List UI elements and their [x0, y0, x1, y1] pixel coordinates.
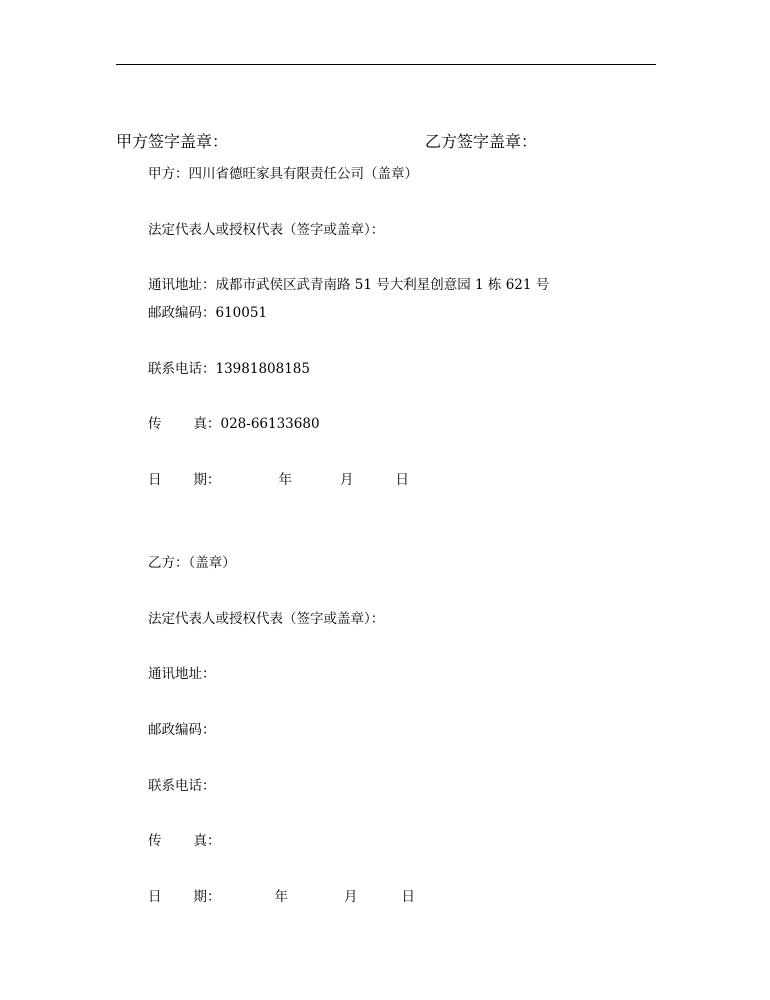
fax-value: 真： [193, 833, 221, 849]
party-a-sign-heading: 甲方签字盖章： [116, 132, 229, 151]
date-year: 年 [278, 472, 292, 488]
date-month: 月 [340, 472, 354, 488]
party-b-date [148, 888, 415, 906]
date-day: 日 [395, 472, 409, 488]
party-b-sign-heading: 乙方签字盖章： [425, 132, 538, 151]
party-a-postcode: 邮政编码：610051 [148, 305, 268, 321]
fax-label-char-1: 传 [148, 416, 162, 432]
party-a-name: 甲方：四川省德旺家具有限责任公司（盖章） [148, 166, 418, 182]
date-month: 月 [344, 889, 358, 905]
party-a-date [148, 471, 409, 489]
party-a-phone: 联系电话：13981808185 [148, 361, 310, 377]
date-label-char-2: 期： [193, 472, 221, 488]
party-b-phone: 联系电话： [148, 778, 216, 794]
date-label-char-2: 期： [193, 889, 221, 905]
date-label-char-1: 日 [148, 472, 162, 488]
top-divider [116, 64, 656, 65]
fax-label-char-1: 传 [148, 833, 162, 849]
fax-value: 真：028-66133680 [193, 416, 320, 432]
party-b-fax [148, 832, 221, 850]
party-a-address: 通讯地址：成都市武侯区武青南路 51 号大利星创意园 1 栋 621 号 [148, 277, 550, 293]
party-b-postcode: 邮政编码： [148, 722, 216, 738]
date-year: 年 [274, 889, 288, 905]
party-b-address: 通讯地址： [148, 666, 216, 682]
party-a-representative: 法定代表人或授权代表（签字或盖章）： [148, 222, 385, 238]
party-b-name: 乙方：（盖章） [148, 555, 236, 571]
date-day: 日 [401, 889, 415, 905]
party-a-fax [148, 415, 320, 433]
party-b-representative: 法定代表人或授权代表（签字或盖章）： [148, 611, 385, 627]
date-label-char-1: 日 [148, 889, 162, 905]
